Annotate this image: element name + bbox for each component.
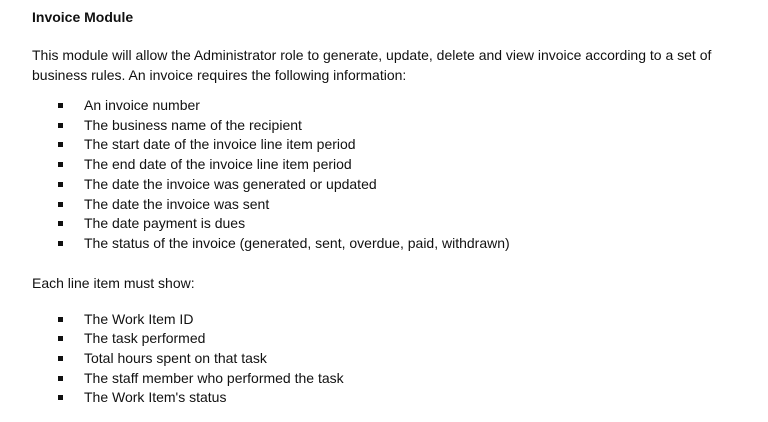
list-item	[32, 234, 757, 254]
list-item-text: The date the invoice was generated or updated	[84, 175, 377, 192]
invoice-fields-list	[32, 96, 757, 254]
document-body	[32, 8, 757, 408]
list-item-text: The business name of the recipient	[84, 116, 302, 133]
list-item	[32, 349, 757, 369]
bullet-icon	[58, 395, 63, 400]
list-item-text: The Work Item ID	[84, 310, 194, 327]
list-item-text: The staff member who performed the task	[84, 369, 344, 386]
section-title: Invoice Module	[32, 9, 134, 25]
bullet-icon	[58, 221, 63, 226]
list-item	[32, 195, 757, 215]
bullet-icon	[58, 123, 63, 128]
bullet-icon	[58, 103, 63, 108]
list-item-text: The start date of the invoice line item period	[84, 136, 356, 153]
list-item	[32, 175, 757, 195]
list-item	[32, 96, 757, 116]
list-item-text: An invoice number	[84, 97, 200, 113]
bullet-icon	[58, 142, 63, 147]
list-item-text: The date the invoice was sent	[84, 195, 270, 212]
list-item-text: The end date of the invoice line item period	[84, 156, 352, 173]
list-item-text: The status of the invoice (generated, sent, overdue, paid, withdrawn)	[84, 234, 510, 251]
bullet-icon	[58, 182, 63, 187]
bullet-icon	[58, 202, 63, 207]
list-item	[32, 214, 757, 234]
list-item	[32, 155, 757, 175]
list-item	[32, 135, 757, 155]
bullet-icon	[58, 376, 63, 381]
intro-paragraph: This module will allow the Administrator role to generate, update, delete and view invoice according to a set of business rules. An invoice requires the following information:	[32, 47, 712, 83]
list-item-text: The Work Item's status	[84, 389, 227, 406]
list-item-text: Total hours spent on that task	[84, 350, 267, 367]
list-item	[32, 329, 757, 349]
list-item	[32, 369, 757, 389]
bullet-icon	[58, 356, 63, 361]
list-item	[32, 388, 757, 408]
list-item-text: The task performed	[84, 330, 206, 347]
bullet-icon	[58, 317, 63, 322]
bullet-icon	[58, 162, 63, 167]
bullet-icon	[58, 336, 63, 341]
list-item-text: The date payment is dues	[84, 215, 246, 232]
bullet-icon	[58, 241, 63, 246]
list-item	[32, 310, 757, 330]
list-item	[32, 116, 757, 136]
line-item-fields-list	[32, 310, 757, 409]
line-item-intro: Each line item must show:	[32, 274, 195, 291]
